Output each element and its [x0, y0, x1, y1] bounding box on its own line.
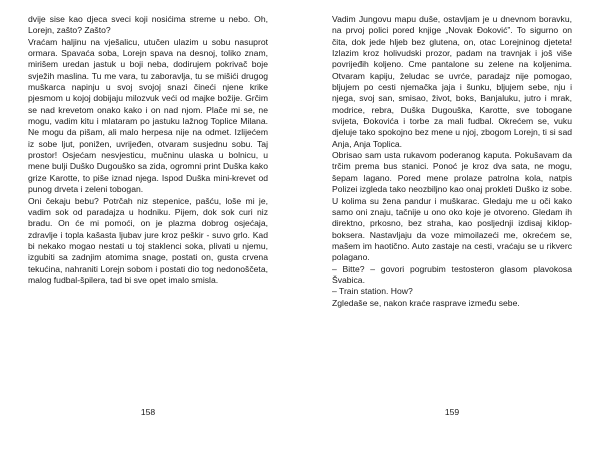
left-page — [28, 14, 268, 286]
left-paragraph-1: dvije sise kao djeca sveci koji nosićima streme u nebo. Oh, Lorejn, zašto? Zašto? — [28, 14, 268, 36]
left-paragraph-3: Oni čekaju bebu? Potrčah niz stepenice, pašću, loše mi je, vadim sok od paradajza u hodniku. Pijem, dok sok curi niz bradu. On će mi pomoći, on je plazma dobrog osjećaja, zdravlje i topla kašasta ljubav jure kroz peškir - suvo grlo. Kad bi nekako mogao nestati u toj staklenci soka, plivati u njemu, izgubiti sa zadnjim atomima snage, postati on, gusta crvena tekućina, nahraniti Lorejn sobom i postati dio tog nedonoščeta, malog fudbal-špilera, tad bi sve opet imalo smisla. — [28, 195, 268, 285]
right-paragraph-2: Obrisao sam usta rukavom poderanog kaputa. Pokušavam da trčim prema bus stanici. Ponoć je kroz dva sata, ne mogu, šepam lagano. Pored mene prolaze patrolna kola, natpis Polizei izgleda tako neozbiljno kao onaj prokleti Duško iz sobe. U kolima su žena pandur i muškarac. Gledaju me u oči kako samo oni znaju, tačnije u ono oko koje je otvoreno. Gledam ih direktno, prkosno, bez straha, kao posljednji izdisaj kiklop-boksera. Nastavljaju da voze mimoilazeći me, okrećem se, mašem im haotično. Auto zastaje na cesti, vraćaju se u rikverc polagano. — [332, 150, 572, 263]
right-paragraph-4: – Train station. How? — [332, 286, 413, 297]
right-paragraph-3: – Bitte? – govori pogrubim testosteron glasom plavokosa Švabica. — [332, 263, 572, 285]
right-paragraph-1: Vadim Jungovu mapu duše, ostavljam je u dnevnom boravku, na prvoj polici pored knjige „Novak Đoković”. To sigurno on čita, dok jede hljeb bez glutena, on, otac Lorejninog djeteta! Izlazim kroz holivudski prozor, padam na travnjak i još više povrijeđih koljeno. Cme pantalone su zelene na koljenima. Otvaram kapiju, želudac se uvrće, paradajz nije pomogao, bljujem po cesti njemačka jaja i šunku, bljujem sebe, nju i njega, svoj san, smisao, život, boks, Banjaluku, jutro i mrak, modrice, rebra, Duška Dugouška, Karotte, sve tobogane svijeta, Đokovića i torbe za mali fudbal. Okrećem se, vuku djeluje tako spokojno bez mene u njoj, zbogom Lorejn, ti si sad Anja, Anja Toplica. — [332, 14, 572, 149]
right-paragraph-5: Zgledaše se, nakon kraće rasprave između sebe. — [332, 297, 520, 308]
left-paragraph-2: Vraćam haljinu na vješalicu, utučen ulazim u sobu nasuprot ormara. Spavaća soba, Lorejn spava na desnoj, toliko znam, mirišem uredan jastuk u boji neba, dodirujem pokrivač boje svježih maslina. Tu me vara, tu zaboravlja, tu se mišići drugog muškarca napinju u svoj svojoj snazi čineći njene krike pjesmom u kojoj dobijaju milozvuk veći od majke božije. Grčim se nad krevetom onako kako i on nad njom. Plače mi se, ne mogu, vadim kitu i mlataram po jastuku lažnog Toplice Milana. Ne mogu da pišam, ali malo herpesa nije na odmet. Izlijećem iz sobe ljut, ponižen, uvrijeđen, otvaram susjednu sobu. Taj prostor! Osjećam nesvjesticu, mučninu ulaska u bolnicu, u mene bulji Duško Dugouško sa zida, ogromni print Duška kako grize Karotte, to piše iznad njega. Ispod Duška mini-krevet od punog drveta i zeleni tobogan. — [28, 36, 268, 195]
left-page-number: 158 — [140, 407, 156, 417]
right-page-number: 159 — [444, 407, 460, 417]
right-page — [332, 14, 572, 309]
